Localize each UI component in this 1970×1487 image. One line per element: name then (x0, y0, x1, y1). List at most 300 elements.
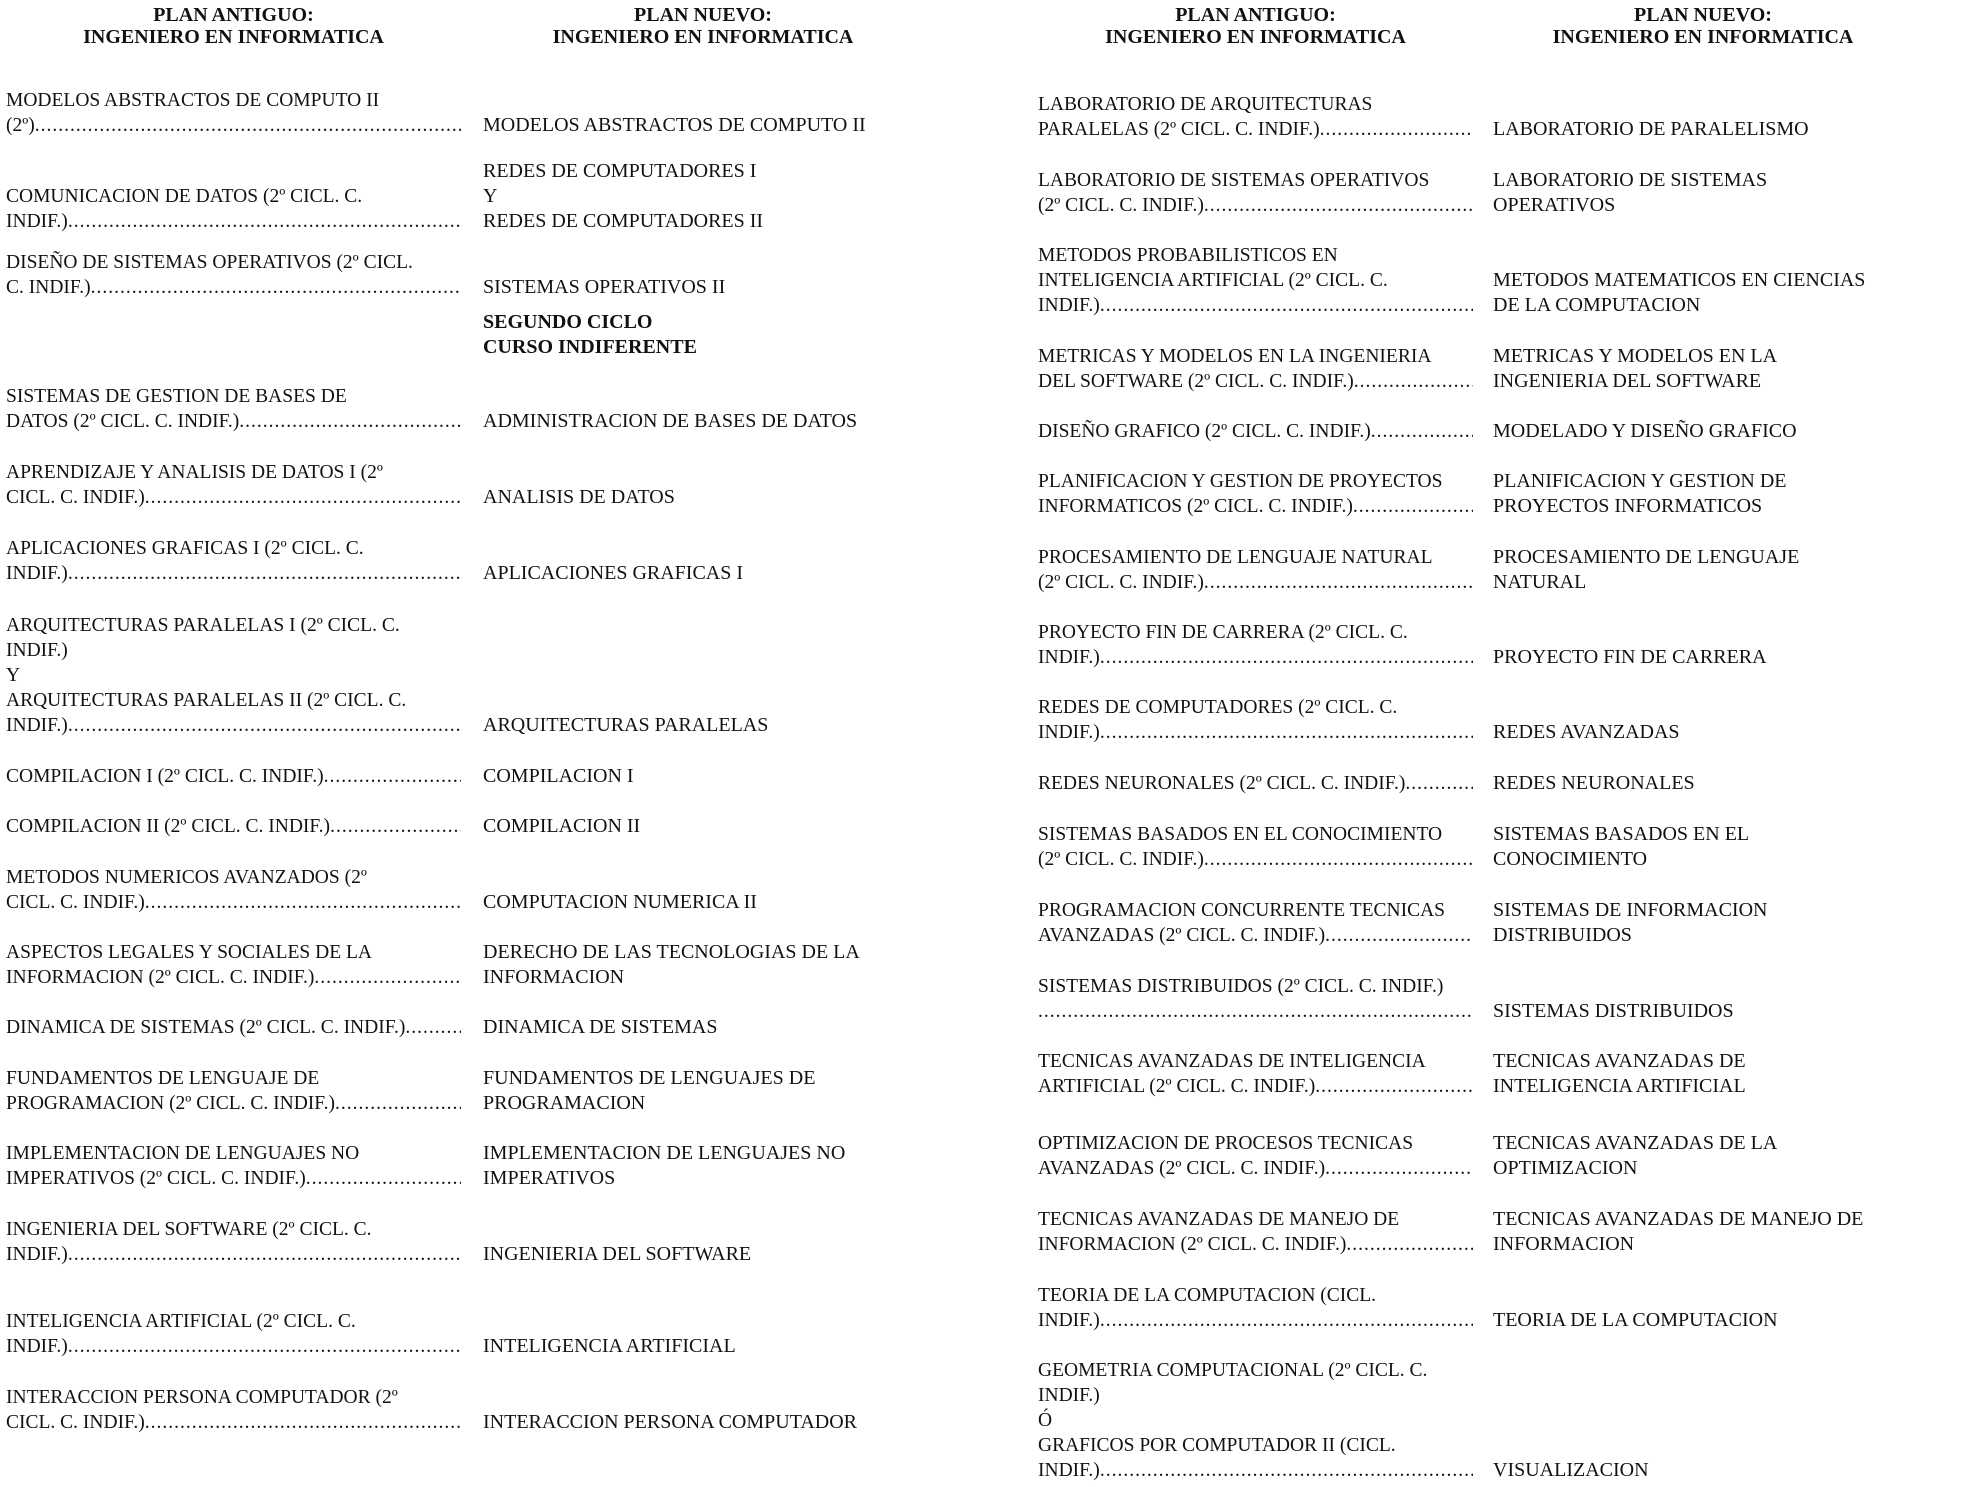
old-course-text: FUNDAMENTOS DE LENGUAJE DE (6, 1068, 320, 1089)
old-course-line (1038, 193, 1473, 218)
new-course-line: LABORATORIO DE PARALELISMO (1493, 118, 1809, 140)
old-course-text: IMPERATIVOS (2º CICL. C. INDIF.) (6, 1168, 306, 1189)
old-course-line (6, 1309, 461, 1334)
old-course-cell (6, 843, 461, 919)
old-course-text: (2º) (6, 115, 35, 136)
old-course-cell (6, 994, 461, 1044)
old-course-cell (6, 66, 461, 142)
old-course-text: CICL. C. INDIF.) (6, 487, 145, 508)
old-course-text: INTELIGENCIA ARTIFICIAL (2º CICL. C. (1038, 270, 1388, 291)
old-course-line (1038, 620, 1473, 645)
new-course-cell (483, 1195, 923, 1271)
new-course-cell (483, 514, 923, 590)
header-line: INGENIERO EN INFORMATICA (552, 26, 854, 48)
old-course-line (6, 814, 461, 839)
old-course-text: INDIF.) (1038, 647, 1100, 668)
new-course-line: INFORMACION (483, 966, 625, 988)
old-course-line (1038, 545, 1473, 570)
old-course-text: METODOS PROBABILISTICOS EN (1038, 245, 1338, 266)
old-course-cell (6, 238, 461, 304)
old-course-cell (1038, 952, 1473, 1028)
new-course-line: Y (483, 185, 498, 207)
old-course-text: TECNICAS AVANZADAS DE INTELIGENCIA (1038, 1051, 1426, 1072)
old-course-line (1038, 1049, 1473, 1074)
old-course-cell (6, 793, 461, 843)
old-course-cell (1038, 322, 1473, 398)
old-course-text: IMPLEMENTACION DE LENGUAJES NO (6, 1143, 360, 1164)
old-course-line (1038, 898, 1473, 923)
dot-leader (314, 965, 461, 990)
dot-leader (1315, 1074, 1473, 1099)
old-course-text: CICL. C. INDIF.) (6, 1412, 145, 1433)
dot-leader (68, 209, 461, 234)
dot-leader (1325, 1156, 1473, 1181)
old-course-text: (2º CICL. C. INDIF.) (1038, 849, 1204, 870)
header-new-plan (1493, 0, 1913, 66)
old-course-line (1038, 494, 1473, 519)
old-course-line (6, 890, 461, 915)
old-course-text: SISTEMAS DISTRIBUIDOS (2º CICL. C. INDIF.) (1038, 976, 1444, 997)
new-course-cell (483, 994, 923, 1044)
new-course-line: IMPLEMENTACION DE LENGUAJES NO (483, 1142, 846, 1164)
old-course-text: INDIF.) (1038, 295, 1100, 316)
dot-leader (1354, 369, 1473, 394)
old-course-line (1038, 771, 1473, 796)
dot-leader (330, 814, 461, 839)
new-course-cell (1493, 1337, 1913, 1487)
old-course-line (6, 1066, 461, 1091)
dot-leader (1325, 923, 1473, 948)
dot-leader (1320, 117, 1473, 142)
old-course-text: INFORMACION (2º CICL. C. INDIF.) (1038, 1234, 1347, 1255)
old-course-text: INTELIGENCIA ARTIFICIAL (2º CICL. C. (6, 1311, 356, 1332)
old-course-text: COMPILACION I (2º CICL. C. INDIF.) (6, 766, 324, 787)
old-course-line (6, 113, 461, 138)
new-course-line: INFORMACION (1493, 1233, 1635, 1255)
old-course-line (1038, 1308, 1473, 1333)
new-course-line: DISTRIBUIDOS (1493, 924, 1632, 946)
dot-leader (239, 409, 461, 434)
dot-leader (324, 764, 461, 789)
new-course-line: DERECHO DE LAS TECNOLOGIAS DE LA (483, 941, 860, 963)
new-course-line: TEORIA DE LA COMPUTACION (1493, 1309, 1778, 1331)
new-course-line: DINAMICA DE SISTEMAS (483, 1016, 718, 1038)
dot-leader (335, 1091, 461, 1116)
old-course-line (1038, 168, 1473, 193)
old-course-text: MODELOS ABSTRACTOS DE COMPUTO II (6, 90, 380, 111)
old-course-text: DINAMICA DE SISTEMAS (2º CICL. C. INDIF.) (6, 1017, 406, 1038)
new-course-line: PLANIFICACION Y GESTION DE (1493, 470, 1787, 492)
new-course-cell (483, 590, 923, 742)
old-course-cell (1038, 876, 1473, 952)
old-course-cell (1038, 599, 1473, 674)
old-course-line (6, 688, 461, 713)
old-course-text: LABORATORIO DE ARQUITECTURAS (1038, 94, 1373, 115)
old-course-text: SISTEMAS DE GESTION DE BASES DE (6, 386, 347, 407)
new-course-line: METODOS MATEMATICOS EN CIENCIAS (1493, 269, 1866, 291)
old-course-text: INDIF.) (1038, 1385, 1100, 1406)
old-course-line (1038, 695, 1473, 720)
old-course-text: INDIF.) (1038, 722, 1100, 743)
new-course-line: SISTEMAS BASADOS EN EL (1493, 823, 1750, 845)
old-course-text: LABORATORIO DE SISTEMAS OPERATIVOS (1038, 170, 1430, 191)
dot-leader (35, 113, 461, 138)
new-course-line: OPERATIVOS (1493, 194, 1616, 216)
old-course-line (1038, 1433, 1473, 1458)
new-course-cell (1493, 599, 1913, 674)
new-course-line: COMPILACION I (483, 765, 634, 787)
new-course-line: CURSO INDIFERENTE (483, 336, 697, 358)
new-course-cell (1493, 1261, 1913, 1337)
dot-leader (68, 561, 461, 586)
old-course-text: APLICACIONES GRAFICAS I (2º CICL. C. (6, 538, 364, 559)
old-course-line (6, 536, 461, 561)
new-course-line: SISTEMAS DE INFORMACION (1493, 899, 1768, 921)
new-course-cell (483, 364, 923, 438)
old-course-line (1038, 1408, 1473, 1433)
old-course-line (6, 1242, 461, 1267)
old-course-line (6, 561, 461, 586)
old-course-text: ARQUITECTURAS PARALELAS II (2º CICL. C. (6, 690, 407, 711)
dot-leader (1100, 1458, 1473, 1483)
old-course-text: INDIF.) (1038, 1310, 1100, 1331)
new-course-line: VISUALIZACION (1493, 1459, 1649, 1481)
old-course-cell (1038, 1185, 1473, 1261)
new-course-line: PROGRAMACION (483, 1092, 646, 1114)
old-course-cell (1038, 523, 1473, 599)
dot-leader (405, 1015, 461, 1040)
new-course-line: INTERACCION PERSONA COMPUTADOR (483, 1411, 857, 1433)
old-course-line (6, 184, 461, 209)
old-course-text: PLANIFICACION Y GESTION DE PROYECTOS (1038, 471, 1443, 492)
old-course-cell (1038, 674, 1473, 749)
old-course-text: PARALELAS (2º CICL. C. INDIF.) (1038, 119, 1320, 140)
dot-leader (1405, 771, 1473, 796)
dot-leader (145, 485, 461, 510)
dot-leader (145, 1410, 461, 1435)
old-course-line (6, 940, 461, 965)
new-course-line: ADMINISTRACION DE BASES DE DATOS (483, 410, 858, 432)
old-course-line (1038, 1207, 1473, 1232)
old-course-cell (1038, 1103, 1473, 1185)
old-course-line (1038, 1383, 1473, 1408)
new-course-cell (1493, 952, 1913, 1028)
old-course-line (6, 1385, 461, 1410)
old-course-line (6, 1334, 461, 1359)
old-course-line (1038, 974, 1473, 999)
new-course-line: TECNICAS AVANZADAS DE (1493, 1050, 1746, 1072)
dot-leader (1100, 1308, 1473, 1333)
old-course-line (1038, 999, 1473, 1024)
new-course-cell (483, 1363, 923, 1439)
old-course-text: PROGRAMACION CONCURRENTE TECNICAS (1038, 900, 1446, 921)
new-course-line: TECNICAS AVANZADAS DE LA (1493, 1132, 1778, 1154)
dot-leader (1204, 193, 1473, 218)
new-course-cell (483, 66, 923, 142)
dot-leader (1100, 645, 1473, 670)
new-course-cell (483, 742, 923, 793)
old-course-cell (6, 364, 461, 438)
new-course-line: METRICAS Y MODELOS EN LA (1493, 345, 1778, 367)
old-course-line (6, 1141, 461, 1166)
old-course-cell (1038, 398, 1473, 448)
old-course-line (1038, 645, 1473, 670)
old-course-cell (6, 1044, 461, 1120)
old-course-cell (6, 1195, 461, 1271)
dot-leader (306, 1166, 461, 1191)
new-course-cell (1493, 146, 1913, 222)
old-course-line (1038, 369, 1473, 394)
old-course-line (6, 865, 461, 890)
old-course-text: DISEÑO GRAFICO (2º CICL. C. INDIF.) (1038, 421, 1371, 442)
old-course-text: OPTIMIZACION DE PROCESOS TECNICAS (1038, 1133, 1414, 1154)
new-course-line: INTELIGENCIA ARTIFICIAL (1493, 1075, 1746, 1097)
new-course-line: COMPILACION II (483, 815, 641, 837)
old-course-line (6, 409, 461, 434)
new-course-line: INGENIERIA DEL SOFTWARE (1493, 370, 1762, 392)
new-course-line: INGENIERIA DEL SOFTWARE (483, 1243, 752, 1265)
old-course-text: INDIF.) (6, 640, 68, 661)
old-course-text: AVANZADAS (2º CICL. C. INDIF.) (1038, 925, 1326, 946)
new-course-line: COMPUTACION NUMERICA II (483, 891, 757, 913)
old-course-text: ARTIFICIAL (2º CICL. C. INDIF.) (1038, 1076, 1316, 1097)
header-line: PLAN ANTIGUO: (1175, 4, 1336, 26)
header-new-plan (483, 0, 923, 66)
header-old-plan (1038, 0, 1473, 66)
old-course-text: METODOS NUMERICOS AVANZADOS (2º (6, 867, 367, 888)
new-course-line: ARQUITECTURAS PARALELAS (483, 714, 769, 736)
new-course-cell (1493, 1028, 1913, 1103)
old-course-text: ARQUITECTURAS PARALELAS I (2º CICL. C. (6, 615, 400, 636)
new-course-cell (1493, 398, 1913, 448)
old-course-text: GEOMETRIA COMPUTACIONAL (2º CICL. C. (1038, 1360, 1428, 1381)
old-course-text: DISEÑO DE SISTEMAS OPERATIVOS (2º CICL. (6, 252, 413, 273)
old-course-text: INTERACCION PERSONA COMPUTADOR (2º (6, 1387, 398, 1408)
old-course-cell (6, 742, 461, 793)
header-old-plan (6, 0, 461, 66)
old-course-text: SISTEMAS BASADOS EN EL CONOCIMIENTO (1038, 824, 1443, 845)
new-course-cell (483, 142, 923, 238)
new-course-cell (483, 843, 923, 919)
new-course-cell (1493, 1185, 1913, 1261)
old-course-line (1038, 469, 1473, 494)
new-course-line: CONOCIMIENTO (1493, 848, 1648, 870)
new-course-line: ANALISIS DE DATOS (483, 486, 675, 508)
old-course-text: REDES NEURONALES (2º CICL. C. INDIF.) (1038, 773, 1406, 794)
old-course-text: PROGRAMACION (2º CICL. C. INDIF.) (6, 1093, 335, 1114)
old-course-cell (6, 590, 461, 742)
dot-leader (1100, 720, 1473, 745)
old-course-text: INDIF.) (6, 1336, 68, 1357)
old-course-text: INDIF.) (6, 1244, 68, 1265)
old-course-line (1038, 243, 1473, 268)
old-course-line (6, 663, 461, 688)
old-course-cell (6, 438, 461, 514)
old-course-text: ASPECTOS LEGALES Y SOCIALES DE LA (6, 942, 373, 963)
old-course-cell (1038, 66, 1473, 146)
dot-leader (1204, 847, 1473, 872)
old-course-cell (1038, 448, 1473, 523)
old-course-line (6, 1410, 461, 1435)
dot-leader (1346, 1232, 1473, 1257)
old-course-line (6, 764, 461, 789)
new-course-line: SEGUNDO CICLO (483, 311, 653, 333)
new-course-line: PROYECTOS INFORMATICOS (1493, 495, 1763, 517)
new-course-cell (1493, 322, 1913, 398)
dot-leader (1204, 570, 1473, 595)
old-course-line (1038, 92, 1473, 117)
new-course-cell (1493, 674, 1913, 749)
new-course-cell (483, 438, 923, 514)
new-course-line: IMPERATIVOS (483, 1167, 616, 1189)
old-course-text: GRAFICOS POR COMPUTADOR II (CICL. (1038, 1435, 1396, 1456)
new-course-line: REDES NEURONALES (1493, 772, 1695, 794)
section-heading (483, 304, 923, 364)
old-course-line (6, 88, 461, 113)
right-table (1038, 0, 1913, 1487)
old-course-text: TEORIA DE LA COMPUTACION (CICL. (1038, 1285, 1377, 1306)
old-course-text: (2º CICL. C. INDIF.) (1038, 195, 1204, 216)
old-course-line (1038, 293, 1473, 318)
old-course-line (1038, 847, 1473, 872)
old-course-line (6, 638, 461, 663)
new-course-line: PROYECTO FIN DE CARRERA (1493, 646, 1767, 668)
old-course-cell (1038, 749, 1473, 800)
old-course-line (1038, 1283, 1473, 1308)
header-line: PLAN ANTIGUO: (153, 4, 314, 26)
old-course-line (1038, 570, 1473, 595)
old-course-cell (1038, 1261, 1473, 1337)
new-course-line: SISTEMAS DISTRIBUIDOS (1493, 1000, 1734, 1022)
old-course-text: Y (6, 665, 21, 686)
new-course-line: MODELADO Y DISEÑO GRAFICO (1493, 420, 1797, 442)
old-course-cell (1038, 146, 1473, 222)
old-course-line (1038, 1156, 1473, 1181)
old-course-line (1038, 720, 1473, 745)
old-course-text: METRICAS Y MODELOS EN LA INGENIERIA (1038, 346, 1432, 367)
old-course-text: INFORMACION (2º CICL. C. INDIF.) (6, 967, 315, 988)
dot-leader (68, 713, 461, 738)
old-course-text: PROYECTO FIN DE CARRERA (2º CICL. C. (1038, 622, 1408, 643)
old-course-cell (1038, 800, 1473, 876)
old-course-cell (6, 514, 461, 590)
old-course-cell (1038, 222, 1473, 322)
dot-leader (68, 1334, 461, 1359)
old-course-text: REDES DE COMPUTADORES (2º CICL. C. (1038, 697, 1398, 718)
header-line: INGENIERO EN INFORMATICA (83, 26, 384, 48)
old-course-line (1038, 1458, 1473, 1483)
old-course-text: APRENDIZAJE Y ANALISIS DE DATOS I (2º (6, 462, 383, 483)
old-course-text: INFORMATICOS (2º CICL. C. INDIF.) (1038, 496, 1353, 517)
old-course-line (6, 613, 461, 638)
old-course-text: PROCESAMIENTO DE LENGUAJE NATURAL (1038, 547, 1433, 568)
old-course-cell (6, 1271, 461, 1363)
old-course-text: TECNICAS AVANZADAS DE MANEJO DE (1038, 1209, 1400, 1230)
new-course-line: LABORATORIO DE SISTEMAS (1493, 169, 1768, 191)
old-course-cell (6, 1120, 461, 1195)
old-course-line (6, 250, 461, 275)
old-course-line (1038, 1232, 1473, 1257)
dot-leader (1100, 293, 1473, 318)
old-course-line (1038, 1074, 1473, 1099)
new-course-cell (1493, 66, 1913, 146)
new-course-cell (1493, 523, 1913, 599)
old-course-cell (1038, 1028, 1473, 1103)
new-course-cell (483, 1271, 923, 1363)
old-course-text: INDIF.) (1038, 1460, 1100, 1481)
old-course-text: INGENIERIA DEL SOFTWARE (2º CICL. C. (6, 1219, 372, 1240)
new-course-cell (1493, 222, 1913, 322)
old-course-text: C. INDIF.) (6, 277, 91, 298)
old-course-line (6, 1217, 461, 1242)
new-course-cell (1493, 749, 1913, 800)
old-course-text: (2º CICL. C. INDIF.) (1038, 572, 1204, 593)
new-course-cell (483, 793, 923, 843)
old-course-cell (6, 1363, 461, 1439)
new-course-cell (1493, 448, 1913, 523)
new-course-line: FUNDAMENTOS DE LENGUAJES DE (483, 1067, 816, 1089)
new-course-line: TECNICAS AVANZADAS DE MANEJO DE (1493, 1208, 1864, 1230)
new-course-cell (1493, 876, 1913, 952)
new-course-line: PROCESAMIENTO DE LENGUAJE (1493, 546, 1800, 568)
new-course-cell (483, 1044, 923, 1120)
old-course-text: INDIF.) (6, 715, 68, 736)
header-line: PLAN NUEVO: (1634, 4, 1772, 26)
new-course-cell (483, 238, 923, 304)
header-line: INGENIERO EN INFORMATICA (1552, 26, 1854, 48)
old-course-line (6, 209, 461, 234)
new-course-line: INTELIGENCIA ARTIFICIAL (483, 1335, 736, 1357)
new-course-line: MODELOS ABSTRACTOS DE COMPUTO II (483, 114, 866, 136)
old-course-line (1038, 268, 1473, 293)
dot-leader (1038, 999, 1473, 1024)
old-course-line (1038, 1358, 1473, 1383)
old-course-line (1038, 117, 1473, 142)
new-course-line: DE LA COMPUTACION (1493, 294, 1701, 316)
new-course-line: OPTIMIZACION (1493, 1157, 1638, 1179)
new-course-cell (483, 919, 923, 994)
old-course-text: DATOS (2º CICL. C. INDIF.) (6, 411, 240, 432)
old-course-cell (1038, 1337, 1473, 1487)
old-course-text: COMPILACION II (2º CICL. C. INDIF.) (6, 816, 331, 837)
old-course-line (6, 460, 461, 485)
old-course-line (1038, 822, 1473, 847)
dot-leader (68, 1242, 461, 1267)
left-table (6, 0, 923, 1439)
old-course-line (6, 384, 461, 409)
new-course-cell (483, 1120, 923, 1195)
old-course-line (6, 275, 461, 300)
old-course-text: INDIF.) (6, 211, 68, 232)
old-course-line (1038, 923, 1473, 948)
new-course-line: REDES DE COMPUTADORES I (483, 160, 757, 182)
old-course-cell (6, 142, 461, 238)
dot-leader (145, 890, 461, 915)
old-course-line (6, 713, 461, 738)
new-course-line: SISTEMAS OPERATIVOS II (483, 276, 726, 298)
old-course-line (1038, 344, 1473, 369)
dot-leader (1353, 494, 1473, 519)
old-course-text: CICL. C. INDIF.) (6, 892, 145, 913)
header-line: PLAN NUEVO: (634, 4, 772, 26)
new-course-line: REDES AVANZADAS (1493, 721, 1680, 743)
old-course-text: INDIF.) (6, 563, 68, 584)
old-course-text: COMUNICACION DE DATOS (2º CICL. C. (6, 186, 363, 207)
old-course-line (1038, 1131, 1473, 1156)
old-course-line (6, 1166, 461, 1191)
new-course-cell (1493, 1103, 1913, 1185)
old-course-line (6, 485, 461, 510)
